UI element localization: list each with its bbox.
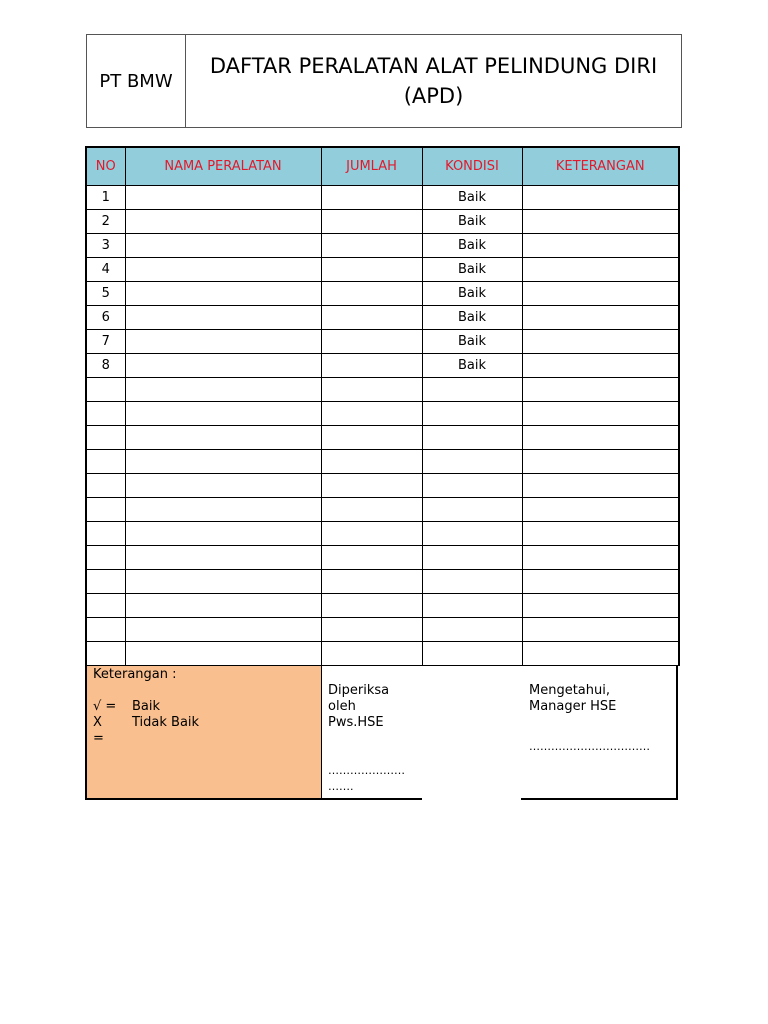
equipment-name-cell xyxy=(125,546,321,570)
quantity-cell xyxy=(321,306,422,330)
table-row xyxy=(86,594,679,618)
legend-text: Baik xyxy=(132,699,161,714)
quantity-cell xyxy=(321,210,422,234)
row-number xyxy=(86,570,125,594)
row-number xyxy=(86,402,125,426)
condition-cell xyxy=(422,618,522,642)
checked-by-signature xyxy=(321,666,422,800)
condition-cell: Baik xyxy=(422,258,522,282)
quantity-cell xyxy=(321,234,422,258)
acknowledged-by-signature xyxy=(521,666,678,800)
equipment-name-cell xyxy=(125,378,321,402)
condition-cell: Baik xyxy=(422,330,522,354)
legend-text: Tidak Baik xyxy=(132,715,200,730)
condition-cell xyxy=(422,642,522,666)
row-number: 4 xyxy=(86,258,125,282)
row-number xyxy=(86,498,125,522)
equipment-name-cell xyxy=(125,186,321,210)
column-header-kondisi: KONDISI xyxy=(422,147,522,186)
signature-line: …………………………… xyxy=(529,740,650,753)
equipment-name-cell xyxy=(125,306,321,330)
row-number xyxy=(86,618,125,642)
row-number: 6 xyxy=(86,306,125,330)
legend-item-equals xyxy=(93,731,315,747)
company-name: PT BMW xyxy=(87,35,186,127)
condition-cell xyxy=(422,450,522,474)
signature-line: ……. xyxy=(328,780,354,793)
remarks-cell xyxy=(522,210,679,234)
quantity-cell xyxy=(321,426,422,450)
remarks-cell xyxy=(522,234,679,258)
equipment-name-cell xyxy=(125,330,321,354)
table-row xyxy=(86,642,679,666)
quantity-cell xyxy=(321,378,422,402)
quantity-cell xyxy=(321,618,422,642)
condition-cell xyxy=(422,474,522,498)
condition-cell: Baik xyxy=(422,234,522,258)
condition-cell xyxy=(422,522,522,546)
column-header-no: NO xyxy=(86,147,125,186)
quantity-cell xyxy=(321,474,422,498)
equipment-name-cell xyxy=(125,474,321,498)
table-body xyxy=(86,186,679,666)
condition-cell xyxy=(422,570,522,594)
remarks-cell xyxy=(522,570,679,594)
condition-cell: Baik xyxy=(422,210,522,234)
table-row xyxy=(86,474,679,498)
remarks-cell xyxy=(522,378,679,402)
row-number: 8 xyxy=(86,354,125,378)
table-row xyxy=(86,186,679,210)
table-row xyxy=(86,354,679,378)
row-number: 7 xyxy=(86,330,125,354)
condition-cell xyxy=(422,498,522,522)
equipment-name-cell xyxy=(125,594,321,618)
quantity-cell xyxy=(321,450,422,474)
table-row xyxy=(86,450,679,474)
quantity-cell xyxy=(321,330,422,354)
quantity-cell xyxy=(321,522,422,546)
remarks-cell xyxy=(522,450,679,474)
column-header-jumlah: JUMLAH xyxy=(321,147,422,186)
legend-label: Keterangan : xyxy=(93,667,177,682)
table-row xyxy=(86,426,679,450)
condition-cell: Baik xyxy=(422,354,522,378)
row-number: 5 xyxy=(86,282,125,306)
table-row xyxy=(86,306,679,330)
table-row xyxy=(86,498,679,522)
remarks-cell xyxy=(522,282,679,306)
equipment-name-cell xyxy=(125,354,321,378)
table-header-row xyxy=(86,147,679,186)
legend-item-tidak-baik xyxy=(93,715,315,731)
remarks-cell xyxy=(522,546,679,570)
quantity-cell xyxy=(321,642,422,666)
row-number xyxy=(86,378,125,402)
condition-cell: Baik xyxy=(422,282,522,306)
signature-line: ………………… xyxy=(328,764,405,777)
equipment-name-cell xyxy=(125,498,321,522)
condition-cell xyxy=(422,546,522,570)
quantity-cell xyxy=(321,570,422,594)
table-row xyxy=(86,378,679,402)
quantity-cell xyxy=(321,546,422,570)
quantity-cell xyxy=(321,354,422,378)
quantity-cell xyxy=(321,282,422,306)
row-number xyxy=(86,546,125,570)
condition-cell xyxy=(422,426,522,450)
row-number xyxy=(86,474,125,498)
cross-mark-symbol: X xyxy=(93,715,102,730)
row-number: 1 xyxy=(86,186,125,210)
remarks-cell xyxy=(522,258,679,282)
table-row xyxy=(86,522,679,546)
remarks-cell xyxy=(522,594,679,618)
condition-cell xyxy=(422,594,522,618)
remarks-cell xyxy=(522,354,679,378)
equipment-name-cell xyxy=(125,426,321,450)
quantity-cell xyxy=(321,186,422,210)
table-row xyxy=(86,402,679,426)
condition-cell: Baik xyxy=(422,306,522,330)
remarks-cell xyxy=(522,186,679,210)
row-number xyxy=(86,522,125,546)
row-number: 3 xyxy=(86,234,125,258)
remarks-cell xyxy=(522,642,679,666)
quantity-cell xyxy=(321,402,422,426)
signature-label: Mengetahui, xyxy=(529,683,610,698)
check-mark-symbol: √ = xyxy=(93,699,117,714)
table-row xyxy=(86,618,679,642)
equipment-name-cell xyxy=(125,258,321,282)
remarks-cell xyxy=(522,330,679,354)
equipment-name-cell xyxy=(125,642,321,666)
equipment-name-cell xyxy=(125,570,321,594)
row-number xyxy=(86,450,125,474)
remarks-cell xyxy=(522,498,679,522)
signature-label: Diperiksa xyxy=(328,683,390,698)
table-row xyxy=(86,234,679,258)
table-row xyxy=(86,282,679,306)
row-number: 2 xyxy=(86,210,125,234)
signature-role: Pws.HSE xyxy=(328,715,384,730)
equipment-name-cell xyxy=(125,450,321,474)
condition-cell xyxy=(422,402,522,426)
document-header xyxy=(86,34,682,128)
legend-box xyxy=(85,666,321,800)
footer-section xyxy=(85,666,678,800)
equipment-name-cell xyxy=(125,282,321,306)
column-header-keterangan: KETERANGAN xyxy=(522,147,679,186)
equipment-name-cell xyxy=(125,522,321,546)
equipment-table xyxy=(85,146,680,666)
remarks-cell xyxy=(522,474,679,498)
equipment-name-cell xyxy=(125,210,321,234)
quantity-cell xyxy=(321,498,422,522)
remarks-cell xyxy=(522,426,679,450)
remarks-cell xyxy=(522,306,679,330)
legend-item-baik xyxy=(93,699,315,715)
remarks-cell xyxy=(522,522,679,546)
condition-cell: Baik xyxy=(422,186,522,210)
equipment-name-cell xyxy=(125,402,321,426)
signature-label: oleh xyxy=(328,699,356,714)
table-row xyxy=(86,570,679,594)
row-number xyxy=(86,642,125,666)
table-row xyxy=(86,330,679,354)
quantity-cell xyxy=(321,258,422,282)
remarks-cell xyxy=(522,618,679,642)
row-number xyxy=(86,426,125,450)
row-number xyxy=(86,594,125,618)
equipment-name-cell xyxy=(125,234,321,258)
quantity-cell xyxy=(321,594,422,618)
column-header-nama-peralatan: NAMA PERALATAN xyxy=(125,147,321,186)
table-row xyxy=(86,546,679,570)
condition-cell xyxy=(422,378,522,402)
remarks-cell xyxy=(522,402,679,426)
table-row xyxy=(86,258,679,282)
equipment-name-cell xyxy=(125,618,321,642)
table-row xyxy=(86,210,679,234)
signature-role: Manager HSE xyxy=(529,699,617,714)
document-title: DAFTAR PERALATAN ALAT PELINDUNG DIRI (APD) xyxy=(209,54,658,108)
equals-symbol: = xyxy=(93,731,104,746)
